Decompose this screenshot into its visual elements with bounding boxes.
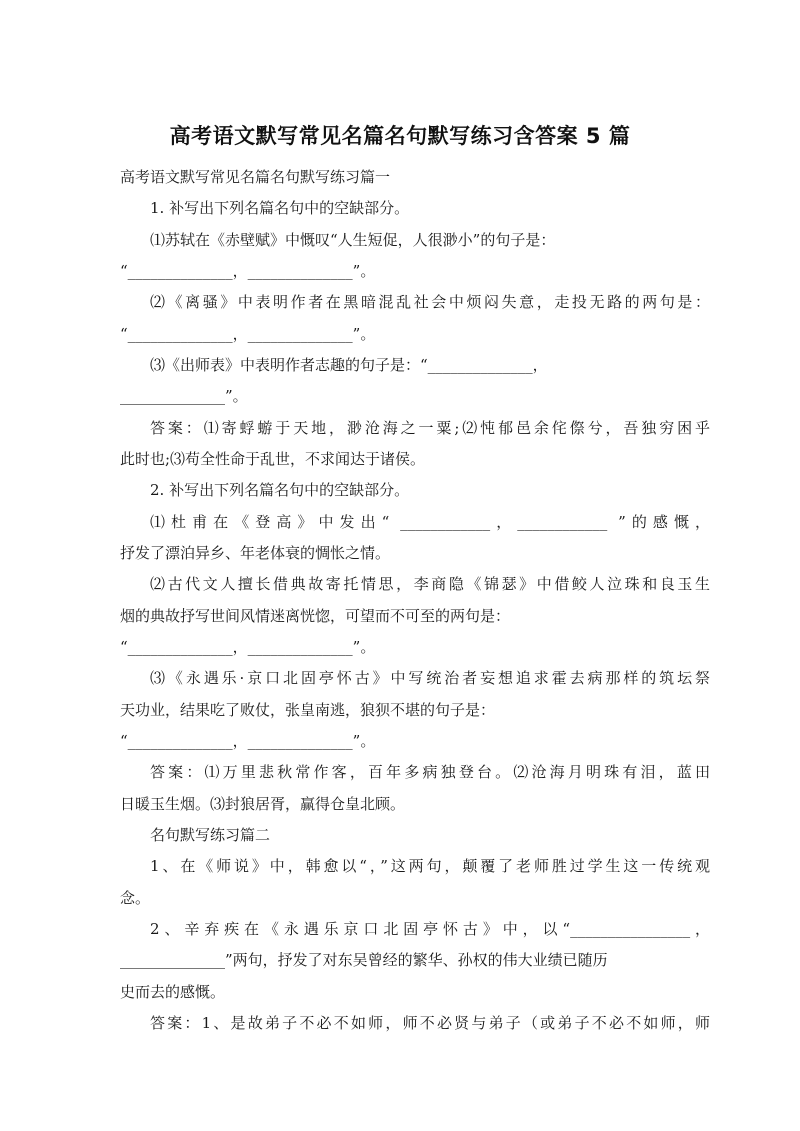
answer-text: 答案：⑴万里悲秋常作客，百年多病独登台。⑵沧海月明珠有泪，蓝田 [150, 763, 710, 781]
question-text: 念。 [120, 889, 151, 907]
answer-text: 日暖玉生烟。⑶封狼居胥，赢得仓皇北顾。 [120, 795, 406, 813]
question-text: 2、辛弃疾在《永遇乐京口北固亭怀古》中，以“________________， [150, 920, 710, 938]
blank-line: “______________，______________”。 [120, 638, 376, 656]
question-text: ______________”两句，抒发了对东吴曾经的繁华、孙权的伟大业绩已随历 [120, 951, 608, 969]
question-text: ⑴苏轼在《赤壁赋》中慨叹“人生短促，人很渺小”的句子是： [150, 231, 556, 249]
question-text: 2. 补写出下列名篇名句中的空缺部分。 [150, 481, 410, 499]
question-text: ⑵古代文人擅长借典故寄托情思，李商隐《锦瑟》中借鲛人泣珠和良玉生 [150, 575, 710, 593]
document-title: 高考语文默写常见名篇名句默写练习含答案 5 篇 [169, 124, 631, 148]
blank-line: ______________”。 [120, 387, 248, 405]
answer-text: 此时也;⑶苟全性命于乱世，不求闻达于诸侯。 [120, 450, 426, 468]
question-text: 天功业，结果吃了败仗，张皇南逃，狼狈不堪的句子是： [120, 701, 496, 719]
section-heading: 高考语文默写常见名篇名句默写练习篇一 [120, 168, 391, 186]
question-text: 1、在《师说》中，韩愈以“，”这两句，颠覆了老师胜过学生这一传统观 [150, 857, 710, 875]
question-text: 烟的典故抒写世间风情迷离恍惚，可望而不可至的两句是： [120, 607, 511, 625]
question-text: 史而去的感慨。 [120, 983, 226, 1001]
answer-text: 答案：1、是故弟子不必不如师，师不必贤与弟子（或弟子不必不如师，师 [150, 1014, 710, 1032]
question-text: ⑶《出师表》中表明作者志趣的句子是：“______________， [150, 356, 548, 374]
answer-text: 答案：⑴寄蜉蝣于天地，渺沧海之一粟;⑵忳郁邑余侘傺兮，吾独穷困乎 [150, 419, 710, 437]
section-heading: 名句默写练习篇二 [150, 826, 271, 844]
blank-line: “______________，______________”。 [120, 325, 376, 343]
question-text: 抒发了漂泊异乡、年老体衰的惆怅之情。 [120, 544, 391, 562]
blank-line: “______________，______________”。 [120, 262, 376, 280]
question-text: 1. 补写出下列名篇名句中的空缺部分。 [150, 199, 410, 217]
question-text: ⑵《离骚》中表明作者在黑暗混乱社会中烦闷失意，走投无路的两句是： [150, 293, 710, 311]
question-text: ⑴杜甫在《登高》中发出“ ____________，____________ ”的感慨， [150, 513, 710, 531]
blank-line: “______________，______________”。 [120, 732, 376, 750]
question-text: ⑶《永遇乐·京口北固亭怀古》中写统治者妄想追求霍去病那样的筑坛祭 [150, 669, 710, 687]
